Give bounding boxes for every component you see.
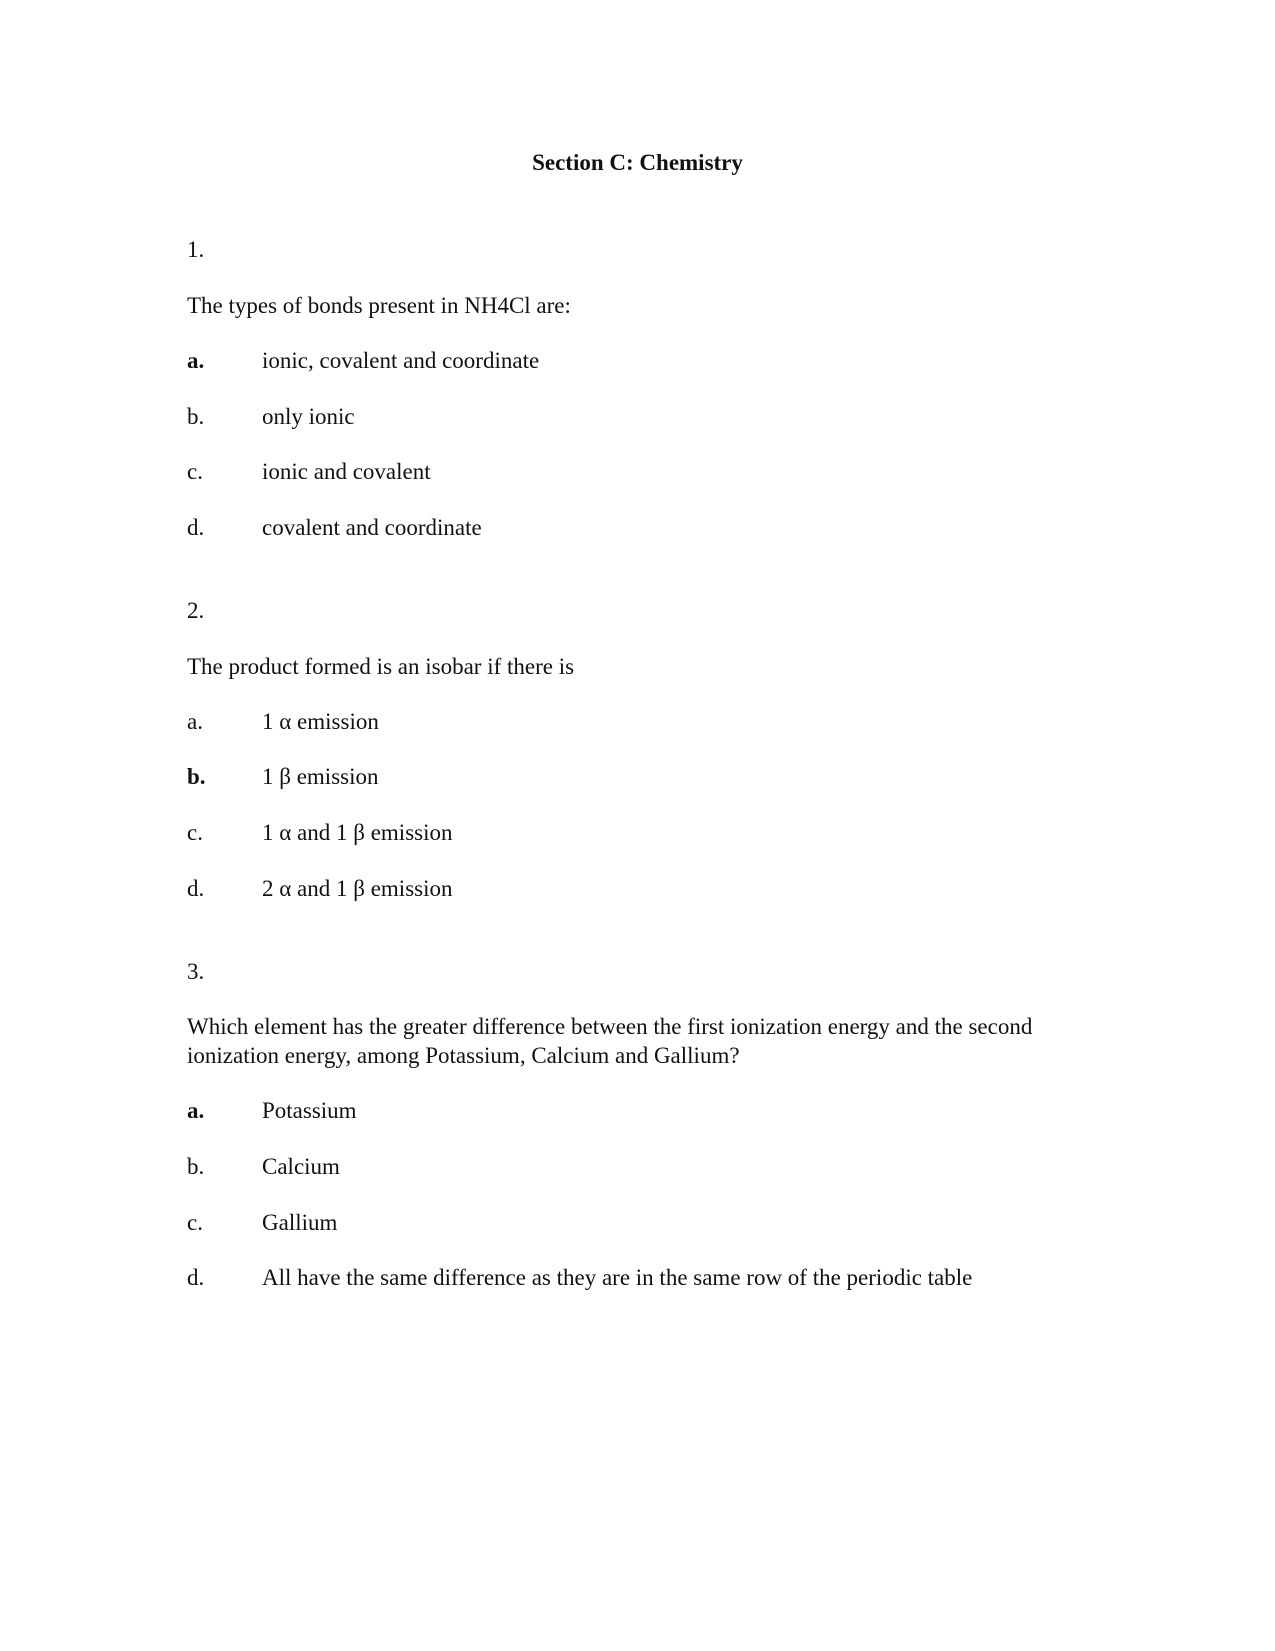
question-number: 2.	[187, 598, 205, 623]
question-stem: The product formed is an isobar if there is	[187, 654, 575, 679]
option-letter-highlighted: a.	[187, 346, 204, 376]
option-letter: d.	[187, 876, 205, 901]
option-letter: b.	[187, 1154, 205, 1179]
option-text: 1 α and 1 β emission	[262, 820, 453, 845]
option-letter: b.	[187, 404, 205, 429]
option-letter-highlighted: a.	[187, 1096, 204, 1126]
section-title: Section C: Chemistry	[532, 150, 743, 175]
option-text: ionic and covalent	[262, 459, 431, 484]
option-text: only ionic	[262, 404, 355, 429]
option-text: covalent and coordinate	[262, 515, 482, 540]
option-text: Gallium	[262, 1210, 338, 1235]
option-letter: c.	[187, 1210, 203, 1235]
question-stem: The types of bonds present in NH4Cl are:	[187, 293, 571, 318]
option-text: Calcium	[262, 1154, 340, 1179]
option-letter-highlighted: b.	[187, 762, 206, 792]
option-text: All have the same difference as they are in the same row of the periodic table	[262, 1265, 973, 1290]
question-number: 3.	[187, 959, 205, 984]
option-text: 1 β emission	[262, 764, 379, 789]
option-text: 2 α and 1 β emission	[262, 876, 453, 901]
option-letter: a.	[187, 709, 203, 734]
option-text: 1 α emission	[262, 709, 379, 734]
option-letter: c.	[187, 820, 203, 845]
option-letter: d.	[187, 1265, 205, 1290]
option-text: ionic, covalent and coordinate	[262, 348, 540, 373]
question-number: 1.	[187, 237, 205, 262]
option-letter: d.	[187, 515, 205, 540]
option-letter: c.	[187, 459, 203, 484]
question-stem: Which element has the greater difference between the first ionization energy and the second ionization energy, among Potassium, Calcium and Gallium?	[187, 1014, 1033, 1068]
option-text: Potassium	[262, 1098, 357, 1123]
